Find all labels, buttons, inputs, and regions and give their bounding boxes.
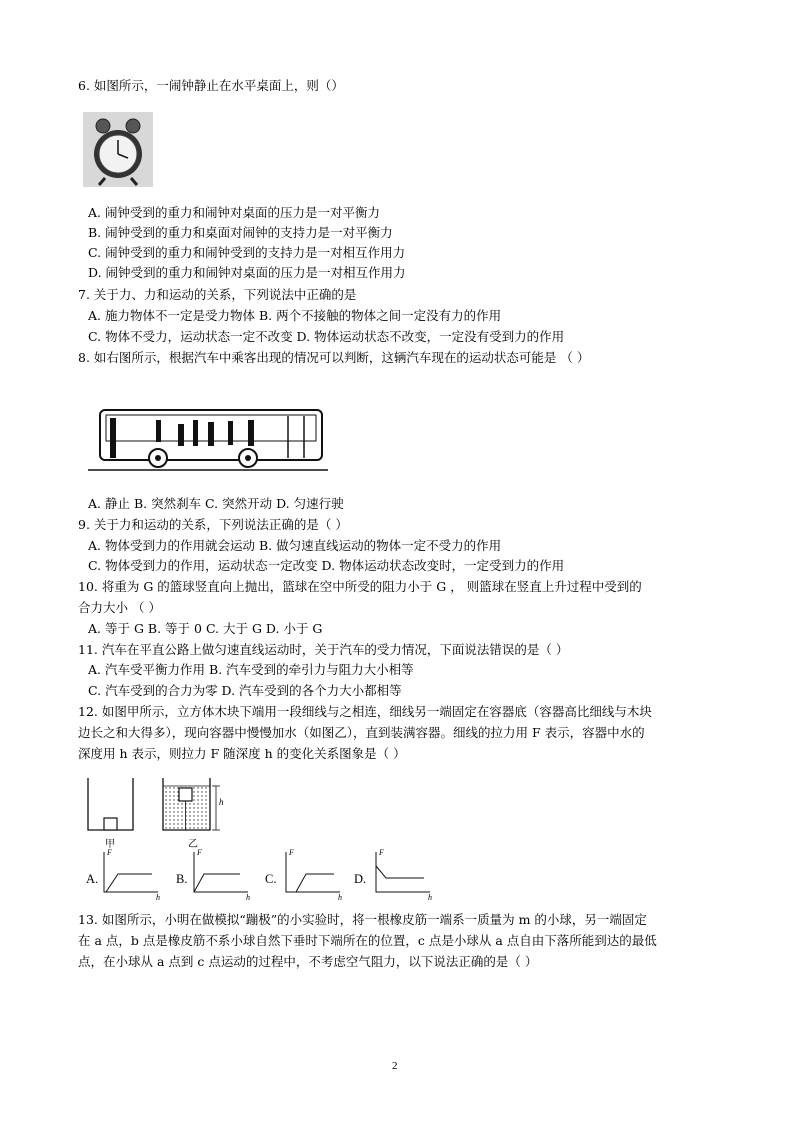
q10-options: A. 等于 G B. 等于 0 C. 大于 G D. 小于 G	[88, 621, 323, 636]
graph-b-letter: B.	[176, 872, 188, 886]
q11-option-ab: A. 汽车受平衡力作用 B. 汽车受到的牵引力与阻力大小相等	[88, 662, 414, 677]
q6-stem: 6. 如图所示，一闹钟静止在水平桌面上，则（）	[78, 78, 344, 93]
q13-line-2: 在 a 点，b 点是橡皮筋不系小球自然下垂时下端所在的位置，c 点是小球从 a 点自由下落所能到达的最低	[78, 933, 657, 948]
graph-d	[372, 852, 432, 900]
graph-a-axis-h: h	[156, 893, 160, 902]
graph-a-letter: A.	[86, 872, 99, 886]
bus-image	[88, 402, 328, 474]
figure-yi	[160, 778, 230, 836]
q7-stem: 7. 关于力、力和运动的关系，下列说法中正确的是	[78, 287, 357, 302]
graph-c-letter: C.	[265, 872, 277, 886]
graph-d-axis-f: F	[379, 848, 384, 857]
graph-d-axis-h: h	[428, 893, 432, 902]
graph-b	[190, 852, 250, 900]
q13-line-1: 13. 如图所示，小明在做模拟“蹦极”的小实验时，将一根橡皮筋一端系一质量为 m 的小球，另一端固定	[78, 912, 647, 927]
q13-line-3: 点，在小球从 a 点到 c 点运动的过程中，不考虑空气阻力，以下说法正确的是（ ）	[78, 954, 538, 969]
page-number: 2	[392, 1060, 398, 1072]
q8-stem: 8. 如右图所示，根据汽车中乘客出现的情况可以判断，这辆汽车现在的运动状态可能是 （ ）	[78, 350, 590, 365]
q10-stem: 10. 将重为 G 的篮球竖直向上抛出，篮球在空中所受的阻力小于 G ， 则篮球在竖直上升过程中受到的	[78, 579, 642, 594]
q9-option-ab: A. 物体受到力的作用就会运动 B. 做匀速直线运动的物体一定不受力的作用	[88, 538, 502, 553]
q10-stem-cont: 合力大小 （ ）	[78, 600, 161, 615]
q7-option-ab: A. 施力物体不一定是受力物体 B. 两个不接触的物体之间一定没有力的作用	[88, 308, 502, 323]
q9-option-cd: C. 物体受到力的作用，运动状态一定改变 D. 物体运动状态改变时，一定受到力的作用	[88, 558, 565, 573]
q6-option-b: B. 闹钟受到的重力和桌面对闹钟的支持力是一对平衡力	[88, 225, 393, 240]
graph-a-axis-f: F	[107, 848, 112, 857]
q11-option-cd: C. 汽车受到的合力为零 D. 汽车受到的各个力大小都相等	[88, 683, 402, 698]
q8-options: A. 静止 B. 突然刹车 C. 突然开动 D. 匀速行驶	[88, 496, 344, 511]
graph-d-letter: D.	[354, 872, 367, 886]
graph-c	[282, 852, 342, 900]
q6-option-a: A. 闹钟受到的重力和闹钟对桌面的压力是一对平衡力	[88, 205, 380, 220]
graph-c-axis-h: h	[338, 893, 342, 902]
q6-option-c: C. 闹钟受到的重力和闹钟受到的支持力是一对相互作用力	[88, 245, 406, 260]
figure-yi-label: 乙	[188, 839, 198, 850]
graph-b-axis-f: F	[197, 848, 202, 857]
graph-b-axis-h: h	[246, 893, 250, 902]
q12-line-2: 边长之和大得多），现向容器中慢慢加水（如图乙），直到装满容器。细线的拉力用 F 表示，容器中水的	[78, 725, 645, 740]
figure-jia	[86, 778, 136, 836]
graph-a	[100, 852, 160, 900]
q12-line-1: 12. 如图甲所示，立方体木块下端用一段细线与之相连，细线另一端固定在容器底（容器高比细线与木块	[78, 704, 652, 719]
alarm-clock-image	[83, 112, 153, 187]
q9-stem: 9. 关于力和运动的关系，下列说法正确的是（ ）	[78, 517, 348, 532]
graph-c-axis-f: F	[289, 848, 294, 857]
q12-line-3: 深度用 h 表示，则拉力 F 随深度 h 的变化关系图象是（ ）	[78, 746, 406, 761]
figure-jia-label: 甲	[105, 839, 115, 850]
q11-stem: 11. 汽车在平直公路上做匀速直线运动时，关于汽车的受力情况，下面说法错误的是（ ）	[78, 642, 569, 657]
figure-yi-h-label: h	[219, 797, 224, 807]
q6-option-d: D. 闹钟受到的重力和闹钟对桌面的压力是一对相互作用力	[88, 265, 406, 280]
q7-option-cd: C. 物体不受力，运动状态一定不改变 D. 物体运动状态不改变，一定没有受到力的作用	[88, 329, 565, 344]
